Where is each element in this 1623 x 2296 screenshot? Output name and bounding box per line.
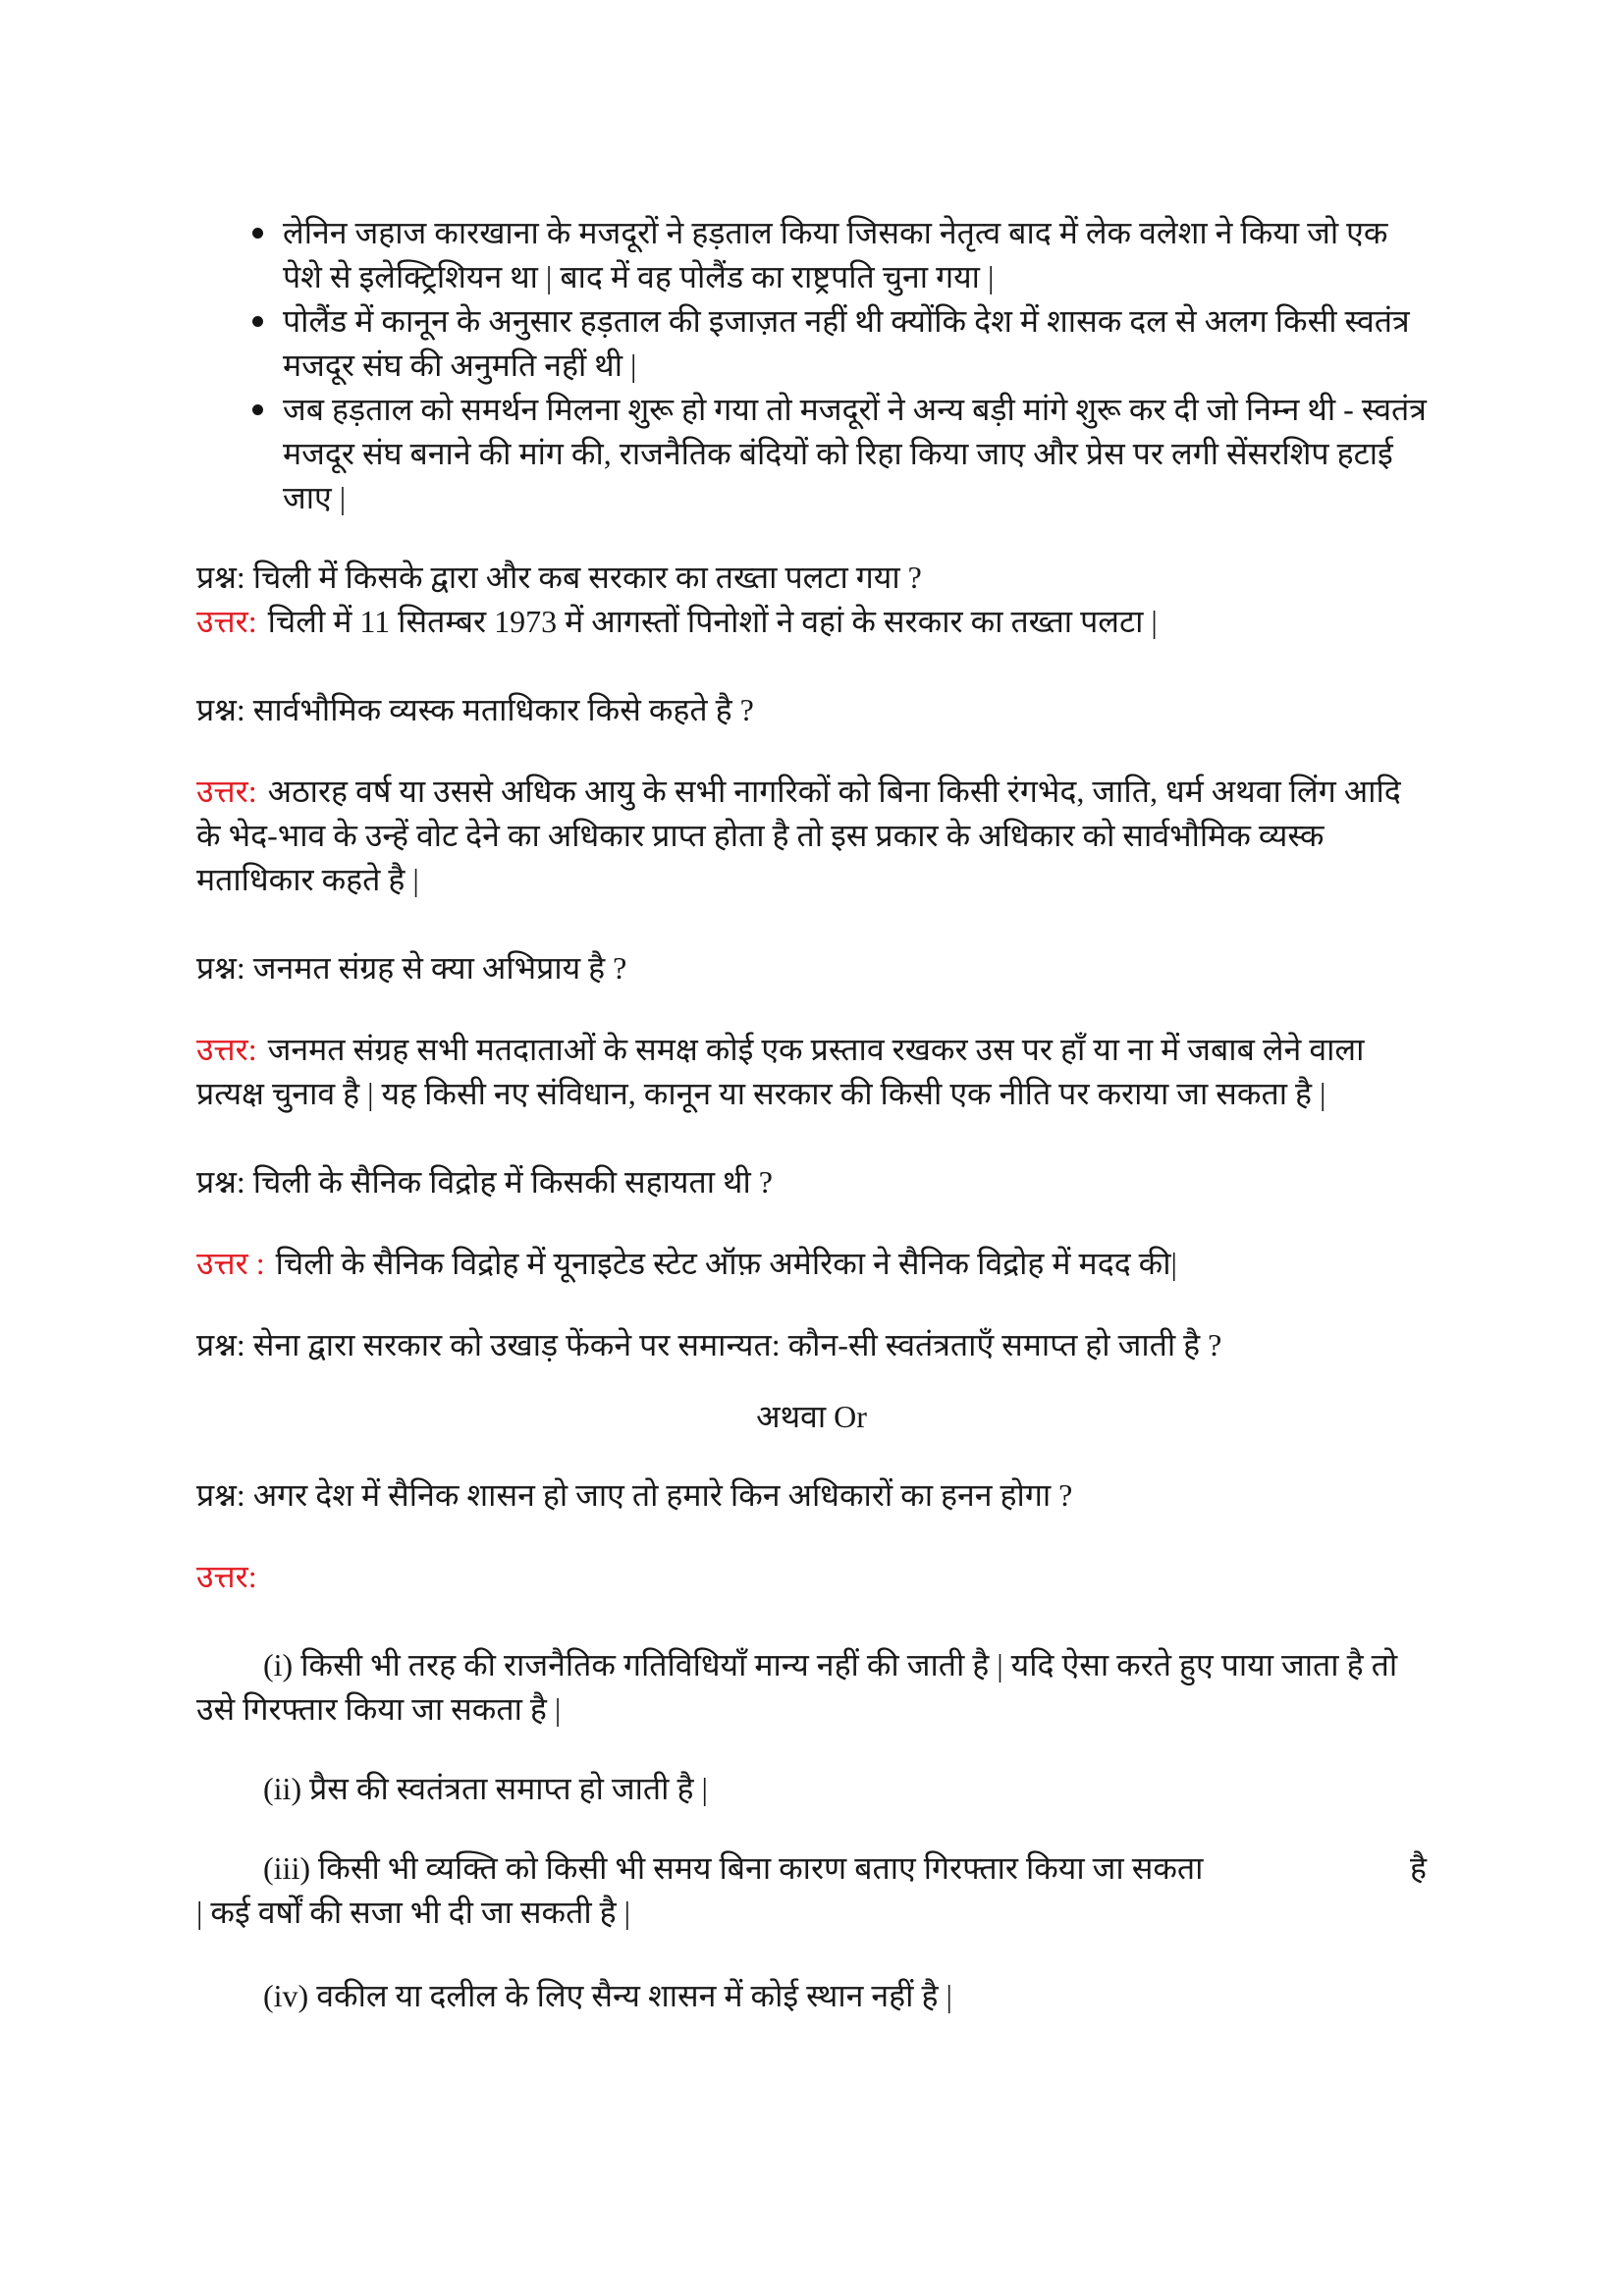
answer-label: उत्तर: xyxy=(196,1559,257,1594)
bullet-item xyxy=(283,388,1427,520)
question-text: प्रश्न: सार्वभौमिक व्यस्क मताधिकार किसे कहते है ? xyxy=(196,692,754,727)
answer-paragraph xyxy=(196,1242,1427,1286)
answer-point-text: (iii) किसी भी व्यक्ति को किसी भी समय बिना कारण बताए गिरफ्तार किया जा सकता xyxy=(263,1850,1204,1886)
answer-point xyxy=(196,1846,1427,1891)
bullet-text: जब हड़ताल को समर्थन मिलना शुरू हो गया तो मजदूरों ने अन्य बड़ी मांगे शुरू कर दी जो निम्न थी - स्वतंत्र मजदूर संघ बनाने की मांग की, राजनैतिक बंदियों को रिहा किया जाए और प्रेस पर लगी सेंसरशिप हटाई जाए | xyxy=(283,392,1427,515)
answer-label: उत्तर: xyxy=(196,604,257,639)
question-text: प्रश्न: चिली में किसके द्वारा और कब सरकार का तख्ता पलटा गया ? xyxy=(196,560,922,595)
answer-text: जनमत संग्रह सभी मतदाताओं के समक्ष कोई एक प्रस्ताव रखकर उस पर हाँ या ना में जबाब लेने वाला प्रत्यक्ष चुनाव है | यह किसी नए संविधान, कानून या सरकार की किसी एक नीति पर कराया जा सकता है | xyxy=(196,1032,1365,1111)
bullet-dot-icon xyxy=(252,228,263,239)
answer-paragraph xyxy=(196,770,1427,902)
answer-text: चिली के सैनिक विद्रोह में यूनाइटेड स्टेट ऑफ़ अमेरिका ने सैनिक विद्रोह में मदद की| xyxy=(275,1246,1177,1281)
answer-paragraph xyxy=(196,1555,1427,1599)
bullet-dot-icon xyxy=(252,316,263,327)
answer-label: उत्तर: xyxy=(196,1032,257,1067)
answer-text: अठारह वर्ष या उससे अधिक आयु के सभी नागरिकों को बिना किसी रंगभेद, जाति, धर्म अथवा लिंग आदि के भेद-भाव के उन्हें वोट देने का अधिकार प्राप्त होता है तो इस प्रकार के अधिकार को सार्वभौमिक व्यस्क मताधिकार कहते है | xyxy=(196,774,1401,897)
answer-label: उत्तर: xyxy=(196,774,257,809)
question-text: प्रश्न: चिली के सैनिक विद्रोह में किसकी सहायता थी ? xyxy=(196,1164,773,1200)
answer-paragraph xyxy=(196,1028,1427,1116)
question-text: प्रश्न: सेना द्वारा सरकार को उखाड़ फेंकने पर समान्यत: कौन-सी स्वतंत्रताएँ समाप्त हो जाती है ? xyxy=(196,1327,1222,1362)
answer-label: उत्तर : xyxy=(196,1246,265,1281)
answer-point: (ii) प्रैस की स्वतंत्रता समाप्त हो जाती है | xyxy=(263,1771,708,1806)
question-text: प्रश्न: अगर देश में सैनिक शासन हो जाए तो हमारे किन अधिकारों का हनन होगा ? xyxy=(196,1477,1073,1513)
bullet-dot-icon xyxy=(252,404,263,415)
answer-point: (iv) वकील या दलील के लिए सैन्य शासन में कोई स्थान नहीं है | xyxy=(263,1978,952,2013)
answer-point-continuation: | कई वर्षों की सजा भी दी जा सकती है | xyxy=(196,1895,631,1930)
or-divider: अथवा Or xyxy=(756,1399,867,1434)
answer-point: (i) किसी भी तरह की राजनैतिक गतिविधियाँ मान्य नहीं की जाती है | यदि ऐसा करते हुए पाया जाता है तो उसे गिरफ्तार किया जा सकता है | xyxy=(196,1647,1398,1727)
question-text: प्रश्न: जनमत संग्रह से क्या अभिप्राय है ? xyxy=(196,950,627,986)
answer-text: चिली में 11 सितम्बर 1973 में आगस्तों पिनोशों ने वहां के सरकार का तख्ता पलटा | xyxy=(267,604,1158,639)
bullet-item xyxy=(283,211,1427,299)
answer-paragraph xyxy=(196,600,1427,644)
answer-point-text: है xyxy=(1410,1850,1427,1886)
bullet-text: लेनिन जहाज कारखाना के मजदूरों ने हड़ताल किया जिसका नेतृत्व बाद में लेक वलेशा ने किया जो एक पेशे से इलेक्ट्रिशियन था | बाद में वह पोलैंड का राष्ट्रपति चुना गया | xyxy=(283,215,1388,294)
bullet-text: पोलैंड में कानून के अनुसार हड़ताल की इजाज़त नहीं थी क्योंकि देश में शासक दल से अलग किसी स्वतंत्र मजदूर संघ की अनुमति नहीं थी | xyxy=(283,303,1410,383)
bullet-item xyxy=(283,299,1427,388)
bullet-list xyxy=(196,211,1427,520)
